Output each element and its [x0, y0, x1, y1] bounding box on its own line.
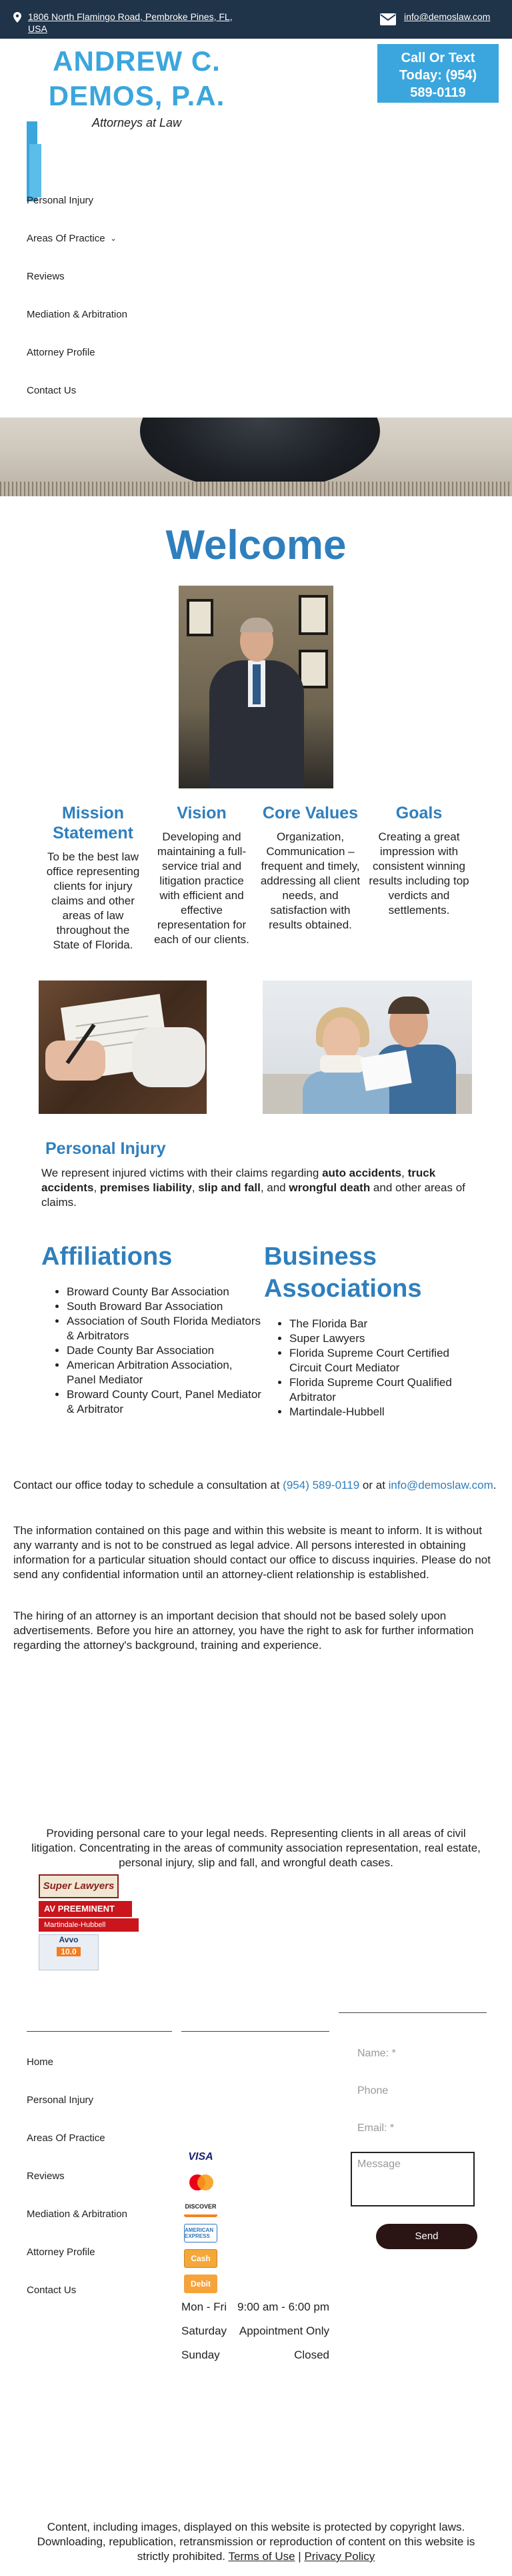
footer-nav-reviews[interactable]: Reviews [27, 2170, 65, 2182]
payment-methods [184, 2148, 224, 2300]
business-associations-heading: Business Associations [264, 1243, 422, 1303]
core-values-column [256, 803, 365, 952]
hours-time: Appointment Only [239, 2325, 329, 2337]
nav-item-mediation[interactable] [27, 295, 227, 334]
list-item: • Super Lawyers [289, 1331, 477, 1346]
nav-item-contact-us[interactable] [27, 372, 227, 410]
photo-neck-brace [320, 1055, 364, 1073]
nav-item-attorney-profile[interactable] [27, 334, 227, 372]
portrait-frame [187, 599, 213, 636]
pi-bold-term: premises liability [99, 1181, 192, 1194]
list-item: • Martindale-Hubbell [289, 1405, 477, 1419]
footer-divider [181, 2031, 329, 2032]
contact-text: or at [359, 1479, 389, 1491]
footer-nav-home[interactable]: Home [27, 2056, 54, 2068]
list-item: • The Florida Bar [289, 1317, 477, 1331]
firm-logo[interactable] [27, 44, 247, 130]
nav-item-personal-injury[interactable] [27, 181, 227, 219]
cash-icon: Cash [184, 2249, 217, 2268]
email-link[interactable]: info@demoslaw.com [404, 11, 491, 22]
signing-document-photo [39, 981, 207, 1114]
business-associations-section [264, 1241, 477, 1419]
discover-card-icon: DISCOVER [184, 2198, 217, 2217]
send-button[interactable]: Send [376, 2224, 477, 2249]
hours-day: Sunday [181, 2349, 220, 2361]
location-pin-icon [13, 12, 21, 23]
contact-paragraph [13, 1478, 499, 1493]
footer-nav [27, 2043, 173, 2309]
column-text: Developing and maintaining a full-service trial and litigation practice with efficient and effective representation for each of our clients. [154, 830, 249, 946]
affiliations-heading: Affiliations [41, 1243, 173, 1271]
address-link[interactable]: 1806 North Flamingo Road, Pembroke Pines, FL, USA [28, 11, 233, 34]
avvo-score: 10.0 [57, 1947, 80, 1956]
super-lawyers-badge[interactable]: Super Lawyers [39, 1874, 119, 1898]
pi-bold-term: wrongful death [289, 1181, 371, 1194]
personal-injury-text [41, 1166, 475, 1210]
phone-link[interactable]: (954) 589-0119 [283, 1479, 360, 1491]
firm-tagline: Attorneys at Law [91, 116, 182, 129]
avvo-badge[interactable] [39, 1934, 99, 1970]
email-block[interactable] [380, 11, 507, 25]
nav-item-reviews[interactable] [27, 257, 227, 295]
list-item: • Association of South Florida Mediators & Arbitrators [67, 1314, 261, 1343]
pi-text-part: , [401, 1167, 408, 1179]
hours-time: 9:00 am - 6:00 pm [237, 2301, 329, 2313]
footer-nav-attorney-profile[interactable]: Attorney Profile [27, 2246, 95, 2258]
list-item: • Broward County Bar Association [67, 1285, 261, 1299]
mission-column [39, 803, 147, 952]
hours-day: Saturday [181, 2325, 227, 2337]
pi-text-part: and other areas of claims. [41, 1181, 465, 1209]
photo-arm-cast [132, 1027, 205, 1087]
attorney-portrait [179, 586, 333, 788]
copyright-text: Content, including images, displayed on this website is protected by copyright laws. Downloading, republication, retransmission or reproduction of content on this website is strictly prohibited. [37, 2521, 475, 2563]
firm-name-line1: ANDREW C. [53, 45, 221, 77]
list-item: • American Arbitration Association, Panel Mediator [67, 1358, 261, 1387]
footer-divider [27, 2031, 172, 2032]
av-preeminent-badge[interactable]: AV PREEMINENT [39, 1901, 132, 1917]
hours-row [181, 2300, 329, 2315]
footer-nav-contact-us[interactable]: Contact Us [27, 2285, 77, 2296]
address-block[interactable] [13, 11, 233, 35]
visa-card-icon: VISA [184, 2148, 217, 2166]
footer-nav-areas-of-practice[interactable]: Areas Of Practice [27, 2132, 105, 2144]
gavel-shape [140, 418, 380, 491]
top-bar [0, 0, 512, 39]
phone-field[interactable]: Phone [351, 2077, 477, 2108]
portrait-frame [299, 650, 328, 688]
hours-row [181, 2324, 329, 2339]
privacy-policy-link[interactable]: Privacy Policy [304, 2550, 375, 2563]
footer-blurb: Providing personal care to your legal needs. Representing clients in all areas of civil litigation. Concentrating in the areas of community association representation, real estate, personal injury, slip and fall, and wrongful death cases. [31, 1827, 481, 1869]
legal-disclaimer: The information contained on this page and within this website is meant to inform. It is without any warranty and is not to be construed as legal advice. All persons interested in obtaining information for a particular situation should contact our office to discuss inquiries. Please do not send any confidential information until an attorney-client relationship is established. [13, 1524, 491, 1581]
hours-day: Mon - Fri [181, 2301, 227, 2313]
link-separator: | [295, 2550, 305, 2563]
business-associations-list [264, 1317, 477, 1419]
vision-column [147, 803, 256, 952]
column-text: Organization, Communication – frequent and timely, addressing all client needs, and satisfaction with results obtained. [260, 830, 361, 931]
main-nav [27, 181, 227, 410]
pi-bold-term: slip and fall [198, 1181, 261, 1194]
column-text: Creating a great impression with consistent winning results including top verdicts and settlements. [369, 830, 469, 916]
hours-row [181, 2348, 329, 2363]
award-badges [39, 1874, 145, 1970]
pi-text-part: We represent injured victims with their claims regarding [41, 1167, 323, 1179]
office-hours [181, 2300, 329, 2372]
photo-man-hair [388, 997, 429, 1014]
hours-time: Closed [294, 2349, 329, 2361]
pi-bold-term: truck accidents [41, 1167, 436, 1194]
nav-label: Areas Of Practice [27, 233, 105, 244]
name-field[interactable]: Name: * [351, 2040, 477, 2070]
nav-label: Attorney Profile [27, 347, 95, 358]
portrait-frame [299, 595, 328, 635]
column-title: Goals [395, 804, 443, 822]
copyright-notice [27, 2520, 485, 2564]
list-item: • Broward County Court, Panel Mediator & Arbitrator [67, 1387, 261, 1417]
values-columns [39, 803, 473, 952]
list-item: • Florida Supreme Court Qualified Arbitrator [289, 1375, 477, 1405]
pi-text-part: , and [260, 1181, 289, 1194]
hero-stripe [0, 482, 512, 496]
contact-text: . [493, 1479, 497, 1491]
goals-column [365, 803, 473, 952]
pi-text-part: , [191, 1181, 199, 1194]
column-title: Vision [177, 804, 227, 822]
nav-item-areas-of-practice[interactable] [27, 219, 227, 257]
terms-of-use-link[interactable]: Terms of Use [228, 2550, 295, 2563]
list-item: • Dade County Bar Association [67, 1343, 261, 1358]
cta-line1: Call Or Text [401, 51, 475, 65]
contact-text: Contact our office today to schedule a consultation at [13, 1479, 283, 1491]
envelope-icon [380, 13, 396, 25]
firm-name-line2: DEMOS, P.A. [48, 80, 225, 111]
debit-card-icon: Debit [184, 2275, 217, 2293]
column-title: Mission Statement [53, 804, 133, 842]
footer-divider [339, 2012, 487, 2013]
portrait-tie [253, 664, 261, 704]
message-field[interactable]: Message [351, 2152, 475, 2206]
list-item: • South Broward Bar Association [67, 1299, 261, 1314]
footer-nav-mediation[interactable]: Mediation & Arbitration [27, 2208, 127, 2220]
email-field[interactable]: Email: * [351, 2114, 477, 2145]
hiring-disclaimer: The hiring of an attorney is an important decision that should not be based solely upon advertisements. Before you hire an attorney, you have the right to ask for further information regarding the attorney's background, training and experience. [13, 1609, 474, 1652]
avvo-label: Avvo [59, 1935, 79, 1944]
personal-injury-heading: Personal Injury [45, 1139, 166, 1158]
martindale-badge[interactable]: Martindale-Hubbell [39, 1918, 139, 1932]
mastercard-icon [184, 2173, 217, 2192]
list-item: • Florida Supreme Court Certified Circuit Court Mediator [289, 1346, 477, 1375]
nav-label: Mediation & Arbitration [27, 309, 127, 320]
contact-email-link[interactable]: info@demoslaw.com [388, 1479, 493, 1491]
nav-label: Personal Injury [27, 195, 94, 206]
nav-label: Contact Us [27, 385, 77, 396]
contact-form [351, 2040, 477, 2249]
column-text: To be the best law office representing clients for injury claims and other areas of law throughout the State of Florida. [46, 850, 140, 951]
amex-card-icon: AMERICAN EXPRESS [184, 2224, 217, 2242]
nav-label: Reviews [27, 271, 65, 282]
mastercard-circle [197, 2174, 213, 2190]
injured-couple-photo [263, 981, 472, 1114]
pi-text-part: , [93, 1181, 100, 1194]
pi-bold-term: auto accidents [322, 1167, 402, 1179]
hero-gavel-image [0, 418, 512, 496]
welcome-title: Welcome [165, 522, 347, 568]
footer-nav-personal-injury[interactable]: Personal Injury [27, 2094, 94, 2106]
affiliations-list [41, 1285, 261, 1417]
affiliations-section [41, 1241, 261, 1417]
cta-line2: Today: (954) [399, 68, 477, 83]
column-title: Core Values [262, 804, 359, 822]
call-to-action-button[interactable] [377, 44, 499, 103]
cta-line3: 589-0119 [410, 85, 466, 100]
chevron-down-icon: ⌄ [110, 235, 117, 243]
